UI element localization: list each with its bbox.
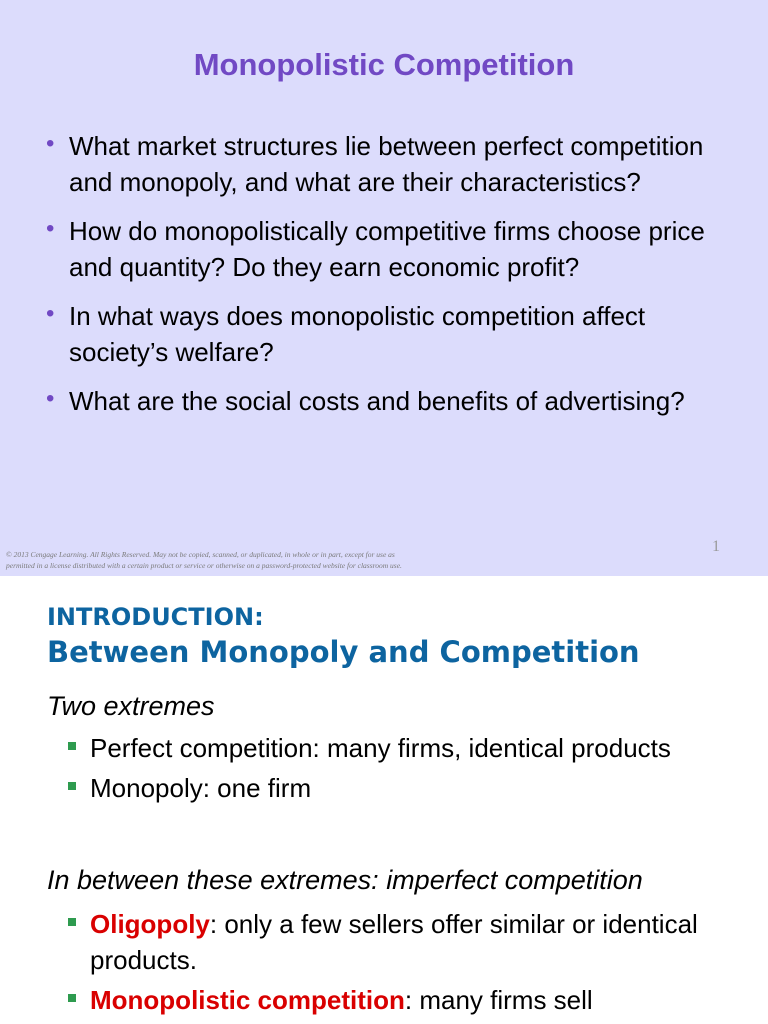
list-item [66, 906, 706, 978]
question-text: In what ways does monopolistic competition affect society’s welfare? [69, 301, 646, 367]
square-bullet-icon [68, 994, 76, 1002]
bullet-dot-icon: • [46, 215, 55, 242]
section-label: INTRODUCTION: [47, 603, 264, 631]
slide-2 [0, 576, 768, 1024]
square-bullet-icon [68, 742, 76, 750]
question-item [44, 128, 734, 200]
page-number: 1 [712, 538, 720, 555]
question-item [44, 298, 734, 370]
list-item-text: Monopoly: one firm [90, 773, 312, 803]
bullet-dot-icon: • [46, 385, 55, 412]
question-text: What are the social costs and benefits of advertising? [69, 386, 685, 416]
slide-title: Monopolistic Competition [193, 47, 575, 82]
slide-heading: Between Monopoly and Competition [47, 635, 640, 669]
square-bullet-icon [68, 782, 76, 790]
term-oligopoly: Oligopoly [90, 909, 210, 939]
question-list [44, 128, 734, 432]
question-text: What market structures lie between perfect competition and monopoly, and what are their characteristics? [69, 131, 704, 197]
question-text: How do monopolistically competitive firms choose price and quantity? Do they earn economic profit? [69, 216, 705, 282]
list-item-text: : many firms sell [404, 985, 593, 1015]
list-item [66, 730, 706, 766]
copyright-notice [6, 549, 506, 571]
imperfect-list [66, 906, 706, 1022]
question-item [44, 213, 734, 285]
list-item-text: Perfect competition: many firms, identical products [90, 733, 671, 763]
list-item [66, 770, 706, 806]
term-monopolistic-competition: Monopolistic competition [90, 985, 405, 1015]
bullet-dot-icon: • [46, 300, 55, 327]
copyright-line: permitted in a license distributed with a certain product or service or otherwise on a password-protected website for classroom use. [6, 561, 402, 570]
copyright-line: © 2013 Cengage Learning. All Rights Reserved. May not be copied, scanned, or duplicated, in whole or in part, except for use as [6, 550, 395, 559]
imperfect-label: In between these extremes: imperfect competition [47, 865, 643, 895]
square-bullet-icon [68, 918, 76, 926]
extremes-label: Two extremes [47, 691, 215, 721]
bullet-dot-icon: • [46, 130, 55, 157]
extremes-list [66, 730, 706, 810]
list-item [66, 982, 706, 1018]
question-item [44, 383, 734, 419]
list-item-text: : only a few sellers offer similar or identical products. [90, 909, 698, 975]
